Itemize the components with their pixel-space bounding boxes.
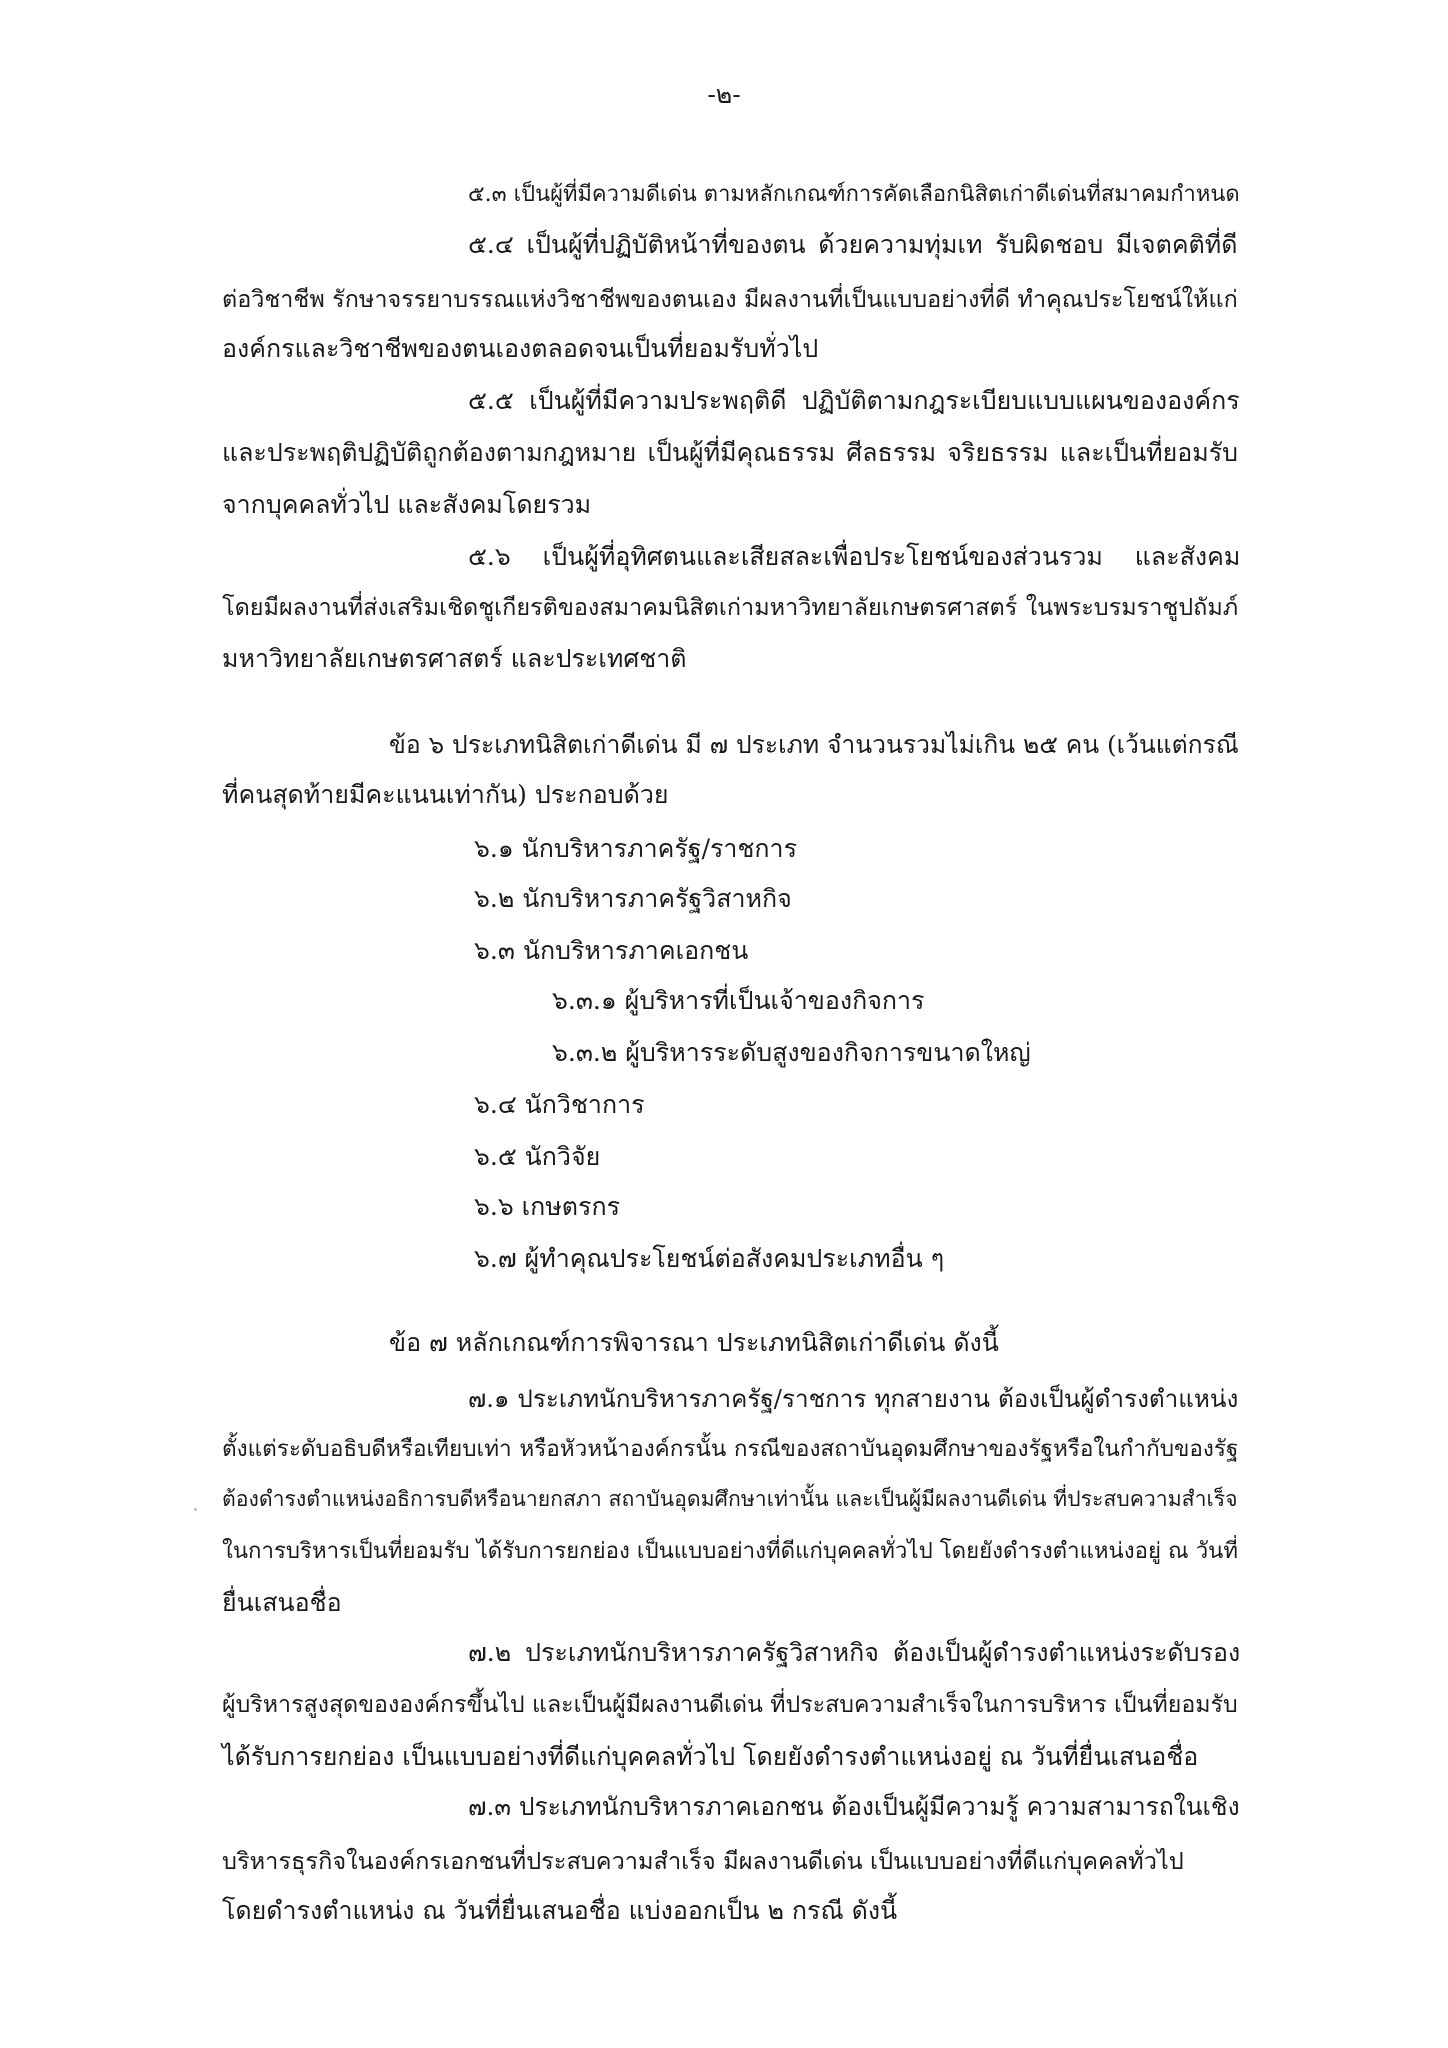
text-line-9: โดยมีผลงานที่ส่งเสริมเชิดชูเกียรติของสมาคมนิสิตเก่ามหาวิทยาลัยเกษตรศาสตร์ ในพระบรมราชูปถัมภ์ (222, 593, 1239, 621)
text-line-7: จากบุคคลทั่วไป และสังคมโดยรวม (222, 490, 592, 519)
text-line-17: ๖.๓.๒ ผู้บริหารระดับสูงของกิจการขนาดใหญ่ (552, 1038, 1031, 1067)
text-line-11: ข้อ ๖ ประเภทนิสิตเก่าดีเด่น มี ๗ ประเภท จำนวนรวมไม่เกิน ๒๕ คน (เว้นแต่กรณี (389, 730, 1239, 759)
text-line-33: โดยดำรงตำแหน่ง ณ วันที่ยื่นเสนอชื่อ แบ่งออกเป็น ๒ กรณี ดังนี้ (222, 1896, 898, 1925)
text-line-26: ในการบริหารเป็นที่ยอมรับ ได้รับการยกย่อง เป็นแบบอย่างที่ดีแก่บุคคลทั่วไป โดยยังดำรงตำแหน่งอยู่ ณ วันที่ (222, 1538, 1239, 1564)
text-line-5: ๕.๕ เป็นผู้ที่มีความประพฤติดี ปฏิบัติตามกฎระเบียบแบบแผนขององค์กร (468, 386, 1240, 415)
text-line-1: ๕.๓ เป็นผู้ที่มีความดีเด่น ตามหลักเกณฑ์การคัดเลือกนิสิตเก่าดีเด่นที่สมาคมกำหนด (468, 182, 1240, 207)
text-line-12: ที่คนสุดท้ายมีคะแนนเท่ากัน) ประกอบด้วย (222, 780, 669, 809)
text-line-24: ตั้งแต่ระดับอธิบดีหรือเทียบเท่า หรือหัวหน้าองค์กรนั้น กรณีของสถาบันอุดมศึกษาของรัฐหรือในกำกับของรัฐ (222, 1436, 1239, 1462)
text-line-2: ๕.๔ เป็นผู้ที่ปฏิบัติหน้าที่ของตน ด้วยความทุ่มเท รับผิดชอบ มีเจตคติที่ดี (468, 230, 1238, 259)
text-line-20: ๖.๖ เกษตรกร (474, 1192, 621, 1221)
text-line-13: ๖.๑ นักบริหารภาครัฐ/ราชการ (474, 834, 798, 863)
text-line-27: ยื่นเสนอชื่อ (222, 1588, 342, 1617)
text-line-21: ๖.๗ ผู้ทำคุณประโยชน์ต่อสังคมประเภทอื่น ๆ (474, 1244, 945, 1273)
text-line-29: ผู้บริหารสูงสุดขององค์กรขึ้นไป และเป็นผู้มีผลงานดีเด่น ที่ประสบความสำเร็จในการบริหาร เป็นที่ยอมรับ (222, 1691, 1238, 1718)
text-line-25: ต้องดำรงตำแหน่งอธิการบดีหรือนายกสภา สถาบันอุดมศึกษาเท่านั้น และเป็นผู้มีผลงานดีเด่น ที่ประสบความสำเร็จ (222, 1486, 1238, 1511)
text-line-15: ๖.๓ นักบริหารภาคเอกชน (474, 936, 749, 965)
text-line-28: ๗.๒ ประเภทนักบริหารภาครัฐวิสาหกิจ ต้องเป็นผู้ดำรงตำแหน่งระดับรอง (468, 1638, 1241, 1667)
page-number: -๒- (707, 80, 741, 109)
text-line-30: ได้รับการยกย่อง เป็นแบบอย่างที่ดีแก่บุคคลทั่วไป โดยยังดำรงตำแหน่งอยู่ ณ วันที่ยื่นเสนอชื่อ (222, 1742, 1199, 1771)
text-line-16: ๖.๓.๑ ผู้บริหารที่เป็นเจ้าของกิจการ (552, 986, 925, 1015)
scan-speck (194, 1508, 197, 1511)
text-line-18: ๖.๔ นักวิชาการ (474, 1090, 645, 1119)
text-line-14: ๖.๒ นักบริหารภาครัฐวิสาหกิจ (474, 884, 792, 913)
text-line-22: ข้อ ๗ หลักเกณฑ์การพิจารณา ประเภทนิสิตเก่าดีเด่น ดังนี้ (389, 1328, 999, 1357)
text-line-6: และประพฤติปฏิบัติถูกต้องตามกฎหมาย เป็นผู้ที่มีคุณธรรม ศีลธรรม จริยธรรม และเป็นที่ยอมรับ (222, 438, 1239, 467)
text-line-32: บริหารธุรกิจในองค์กรเอกชนที่ประสบความสำเร็จ มีผลงานดีเด่น เป็นแบบอย่างที่ดีแก่บุคคลทั่วไป (222, 1847, 1184, 1875)
text-line-3: ต่อวิชาชีพ รักษาจรรยาบรรณแห่งวิชาชีพของตนเอง มีผลงานที่เป็นแบบอย่างที่ดี ทำคุณประโยชน์ให้แก่ (222, 285, 1238, 313)
text-line-8: ๕.๖ เป็นผู้ที่อุทิศตนและเสียสละเพื่อประโยชน์ของส่วนรวม และสังคม (468, 542, 1241, 571)
text-line-19: ๖.๕ นักวิจัย (474, 1142, 601, 1171)
text-line-31: ๗.๓ ประเภทนักบริหารภาคเอกชน ต้องเป็นผู้มีความรู้ ความสามารถในเชิง (468, 1792, 1240, 1821)
text-line-10: มหาวิทยาลัยเกษตรศาสตร์ และประเทศชาติ (222, 644, 687, 673)
text-line-4: องค์กรและวิชาชีพของตนเองตลอดจนเป็นที่ยอมรับทั่วไป (222, 334, 819, 363)
text-line-23: ๗.๑ ประเภทนักบริหารภาครัฐ/ราชการ ทุกสายงาน ต้องเป็นผู้ดำรงตำแหน่ง (468, 1384, 1239, 1413)
